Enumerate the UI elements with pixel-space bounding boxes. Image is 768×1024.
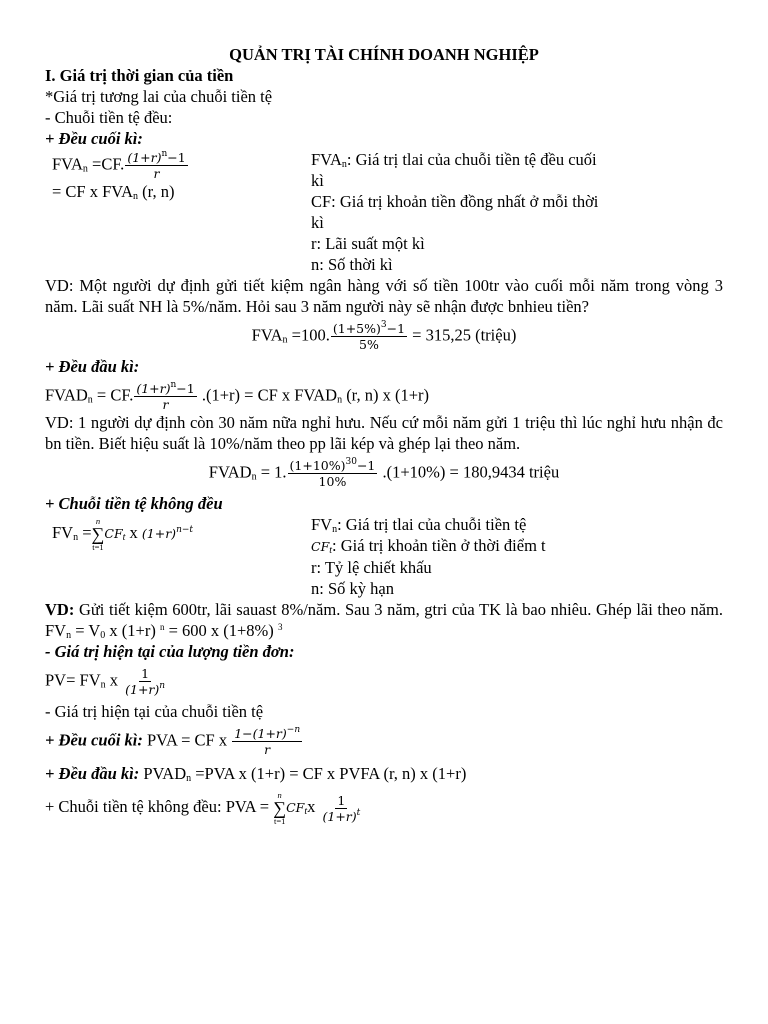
fvn-formula: $FV_n$ = n ∑ t=1 $CF_t$ x $(1+r)^{n-t}$ [52, 516, 194, 552]
fvn-formula-column [45, 514, 311, 599]
example-2-fraction: $\frac{(1+10\%)^{30}-1}{10\%}$ [289, 457, 376, 489]
pva-formula: + Đều cuối kì: PVA = CF x $\frac{1-(1+r)^{-n}}{r}$ [45, 725, 301, 757]
pvad-formula: + Đều đầu kì: $PVAD_n =PVA$ x (1+r) = CF x PVFA (r, n) x (1+r) [45, 764, 467, 784]
pv-formula: $PV= FV_n$ x $\frac{1}{(1+r)^n}$ [45, 666, 166, 697]
fvn-block [45, 514, 723, 599]
subheading-fv-series: *Giá trị tương lai của chuỗi tiền tệ [45, 87, 273, 106]
example-3: VD: Gửi tiết kiệm 600tr, lãi sauast 8%/năm. Sau 3 năm, gtri của TK là bao nhiêu. Ghép lãi theo năm. $FV_n = V_0$ x (1+r) $^n$ = 600 x (1+8%) $^3$ [45, 600, 723, 641]
def-n: n: Số thời kì [311, 255, 393, 274]
subheading-pv-single: - Giá trị hiện tại của lượng tiền đơn: [45, 642, 295, 661]
def2-cft: $CF_t$: Giá trị khoản tiền ở thời điểm t [311, 536, 546, 556]
fva-formula-line2: = CF x $FVA_n$ (r, n) [52, 182, 175, 202]
fva-formula-column [45, 149, 311, 275]
sum-symbol-2: n ∑ t=1 [273, 790, 287, 826]
def-r: r: Lãi suất một kì [311, 234, 425, 253]
def2-fvn: $FV_n$: Giá trị tlai của chuỗi tiền tệ [311, 515, 527, 535]
def-fva-cont: kì [311, 171, 324, 190]
subheading-end-period: + Đều cuối kì: [45, 129, 143, 148]
subheading-pv-series: - Giá trị hiện tại của chuỗi tiền tệ [45, 702, 264, 721]
example-1-fraction: $\frac{(1+5\%)^3-1}{5\%}$ [332, 320, 406, 352]
fvn-definitions [311, 514, 641, 599]
pv-uneven-fraction: $\frac{1}{(1+r)^t}$ [322, 792, 361, 824]
example-1-calc: $FVA_n =100$. $\frac{(1+5\%)^3-1}{5\%}$ = 315,25 (triệu) [251, 320, 517, 352]
fva-definitions [311, 149, 641, 275]
def2-r: r: Tỷ lệ chiết khấu [311, 558, 432, 577]
pv-uneven-formula: + Chuỗi tiền tệ không đều: PVA = n ∑ t=1 $CF_tx$ $\frac{1}{(1+r)^t}$ [45, 790, 361, 826]
pv-fraction: $\frac{1}{(1+r)^n}$ [125, 666, 166, 697]
subheading-uneven-series: + Chuỗi tiền tệ không đều [45, 494, 223, 513]
sum-symbol: n ∑ t=1 [91, 516, 105, 552]
def-cf-cont: kì [311, 213, 324, 232]
subheading-even-series: - Chuỗi tiền tệ đều: [45, 108, 173, 127]
example-1: VD: Một người dự định gửi tiết kiệm ngân hàng với số tiền 100tr vào cuối mỗi năm trong vòng 3 năm. Lãi suất NH là 5%/năm. Hỏi sau 3 năm người này sẽ nhận được bnhieu tiền? [45, 276, 723, 316]
fva-formula: $FVA_n =CF$. $\frac{(1+r)^n-1}{r}$ [52, 149, 186, 181]
fva-block [45, 149, 723, 275]
fvad-formula: $FVAD_n$ = CF. $\frac{(1+r)^n-1}{r}$ .(1+r) = CF x $FVAD_n$ (r, n) x (1+r) [45, 380, 430, 412]
fva-fraction: $\frac{(1+r)^n-1}{r}$ [127, 149, 186, 181]
page-title: QUẢN TRỊ TÀI CHÍNH DOANH NGHIỆP [229, 45, 539, 64]
example-2-calc: $FVAD_n = 1$. $\frac{(1+10\%)^{30}-1}{10\%}$ .(1+10%) = 180,9434 triệu [208, 457, 560, 489]
subheading-begin-period: + Đều đầu kì: [45, 357, 140, 376]
section-heading: I. Giá trị thời gian của tiền [45, 66, 234, 85]
def-cf: CF: Giá trị khoản tiền đồng nhất ở mỗi thời [311, 192, 599, 211]
example-2: VD: 1 người dự định còn 30 năm nữa nghỉ hưu. Nếu cứ mỗi năm gửi 1 triệu thì lúc nghỉ hưu nhận đc bn tiền. Biết hiệu suất là 10%/năm theo pp lãi kép và ghép lại theo năm. [45, 413, 723, 453]
def-fva: $FVA_n$: Giá trị tlai của chuỗi tiền tệ đều cuối [311, 150, 597, 170]
pva-fraction: $\frac{1-(1+r)^{-n}}{r}$ [234, 725, 301, 757]
fvad-fraction: $\frac{(1+r)^n-1}{r}$ [136, 380, 195, 412]
def2-n: n: Số kỳ hạn [311, 579, 394, 598]
